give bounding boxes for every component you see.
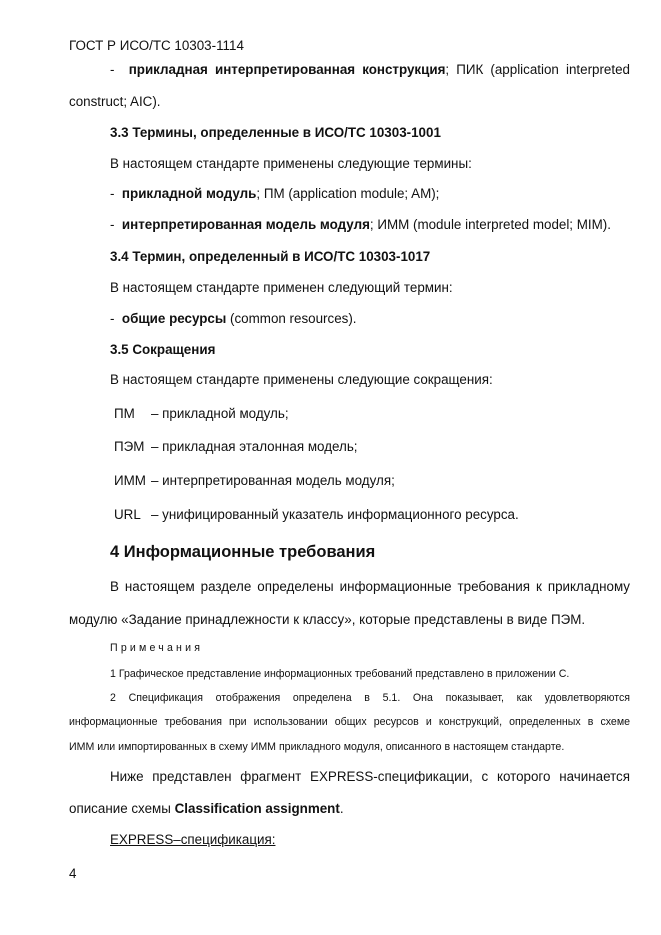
section-4-paragraph-line2: модулю «Задание принадлежности к классу», которые представлены в виде ПЭМ. <box>69 612 586 627</box>
term-bold: прикладной модуль <box>121 186 257 201</box>
list-dash: - <box>110 186 115 201</box>
abbreviation-code: ПЭМ <box>114 439 145 454</box>
notes-label: Примечания <box>110 642 204 654</box>
section-4-paragraph-line1: В настоящем разделе определены информационные требования к прикладному <box>110 579 630 594</box>
list-dash: - <box>110 62 115 77</box>
abbreviation-definition: – прикладной модуль; <box>151 406 289 421</box>
list-dash: - <box>110 311 115 326</box>
schema-name: Classification assignment <box>174 801 340 816</box>
intro-term-continuation: construct; AIC). <box>69 94 161 109</box>
document-header: ГОСТ Р ИСО/ТС 10303-1114 <box>69 38 244 53</box>
note-2-line3: ИММ или импортированных в схему ИММ прикладного модуля, описанного в настоящем стандарте. <box>69 741 565 753</box>
list-item <box>110 310 357 328</box>
note-2-line1: 2 Спецификация отображения определена в 5.1. Она показывает, как удовлетворяются <box>110 692 630 704</box>
abbreviation-code: URL <box>114 507 141 522</box>
term-bold: интерпретированная модель модуля <box>121 217 370 232</box>
abbreviation-code: ПМ <box>114 406 135 421</box>
list-dash: - <box>110 217 115 232</box>
term-rest: ; ПИК (application interpreted <box>445 62 630 77</box>
note-1: 1 Графическое представление информационных требований представлено в приложении С. <box>110 668 570 680</box>
express-intro-line2 <box>69 800 344 818</box>
term-bold: общие ресурсы <box>121 311 227 326</box>
list-item <box>110 185 439 203</box>
abbreviation-definition: – интерпретированная модель модуля; <box>151 473 395 488</box>
section-3-5-intro: В настоящем стандарте применены следующие сокращения: <box>110 372 493 387</box>
section-3-4-heading: 3.4 Термин, определенный в ИСО/ТС 10303-1017 <box>110 249 431 264</box>
term-rest: (common resources). <box>226 311 357 326</box>
express-spec-label: EXPRESS–спецификация: <box>110 832 276 847</box>
term-rest: ; ПМ (application module; AM); <box>256 186 440 201</box>
section-3-3-intro: В настоящем стандарте применены следующие термины: <box>110 156 472 171</box>
section-3-4-intro: В настоящем стандарте применен следующий термин: <box>110 280 453 295</box>
abbreviation-definition: – унифицированный указатель информационного ресурса. <box>151 507 519 522</box>
section-3-5-heading: 3.5 Сокращения <box>110 342 216 357</box>
note-2-line2: информационные требования при использовании общих ресурсов и конструкций, определенных в схеме <box>69 716 630 728</box>
express-intro-prefix: описание схемы <box>69 801 175 816</box>
express-intro-suffix: . <box>339 801 344 816</box>
term-rest: ; ИММ (module interpreted model; MIM). <box>369 217 611 232</box>
term-bold: прикладная интерпретированная конструкция <box>128 62 446 77</box>
section-4-heading: 4 Информационные требования <box>110 543 376 561</box>
abbreviation-code: ИММ <box>114 473 146 488</box>
intro-term-line <box>110 61 630 79</box>
list-item <box>110 216 611 234</box>
section-3-3-heading: 3.3 Термины, определенные в ИСО/ТС 10303-1001 <box>110 125 441 140</box>
page-number: 4 <box>69 866 77 881</box>
express-intro-line1: Ниже представлен фрагмент EXPRESS-спецификации, с которого начинается <box>110 769 630 784</box>
abbreviation-definition: – прикладная эталонная модель; <box>151 439 358 454</box>
